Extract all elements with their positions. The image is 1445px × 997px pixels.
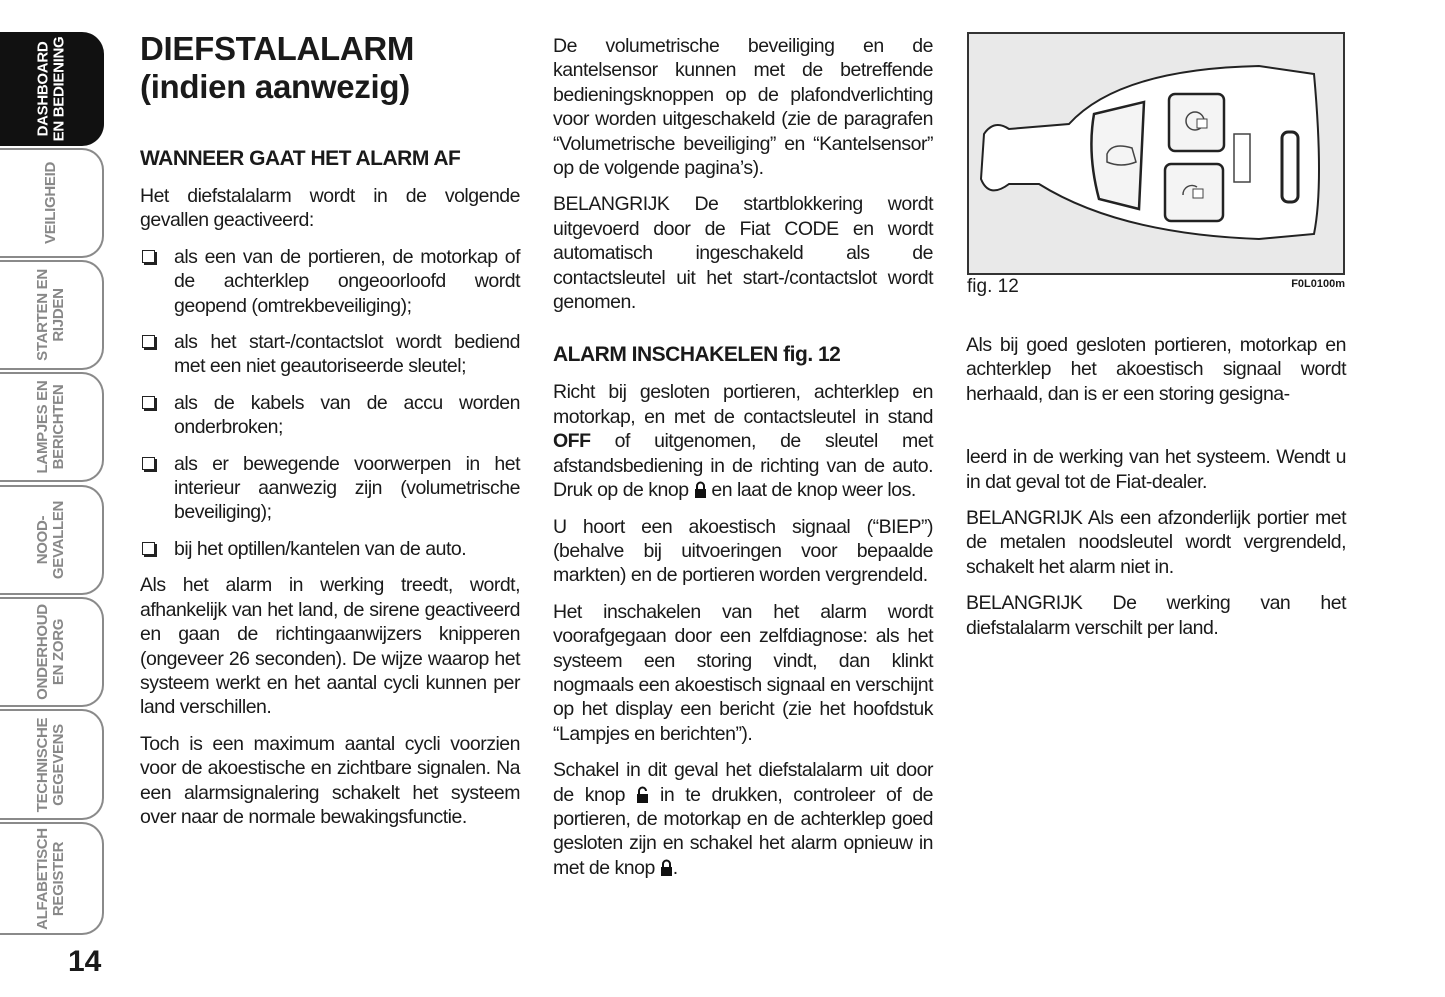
page-title: DIEFSTALALARM (indien aanwezig) bbox=[140, 30, 415, 105]
paragraph: BELANGRIJK De startblokkering wordt uitgevoerd door de Fiat CODE en wordt automatisch ingeschakeld als de contactsleutel uit het start-/contactslot wordt genomen. bbox=[553, 193, 933, 314]
tab-dashboard[interactable]: DASHBOARD EN BEDIENING bbox=[0, 32, 104, 146]
paragraph: Als bij goed gesloten portieren, motorkap en achterklep het akoestisch signaal wordt herhaald, dan is er een storing gesigna- bbox=[966, 334, 1346, 405]
tab-lampjes[interactable]: LAMPJES EN BERICHTEN bbox=[0, 372, 104, 482]
figure-label: fig. 12 bbox=[967, 276, 1019, 297]
tab-noodgevallen[interactable]: NOOD- GEVALLEN bbox=[0, 485, 104, 595]
column-2 bbox=[553, 34, 933, 892]
column-1 bbox=[140, 30, 520, 841]
paragraph: Richt bij gesloten portieren, achterklep en motorkap, en met de contactsleutel in stand OFF of uitgenomen, de sleutel met afstandsbediening in de richting van de auto. Druk op de knop en laat de knop weer los. bbox=[553, 381, 933, 502]
unlock-icon bbox=[636, 786, 649, 803]
paragraph: Schakel in dit geval het diefstalalarm uit door de knop in te drukken, controleer of de portieren, de motorkap en de achterklep goed gesloten zijn en schakel het alarm opnieuw in met de knop . bbox=[553, 759, 934, 879]
tab-register[interactable]: ALFABETISCH REGISTER bbox=[0, 822, 104, 935]
tab-technische[interactable]: TECHNISCHE GEGEVENS bbox=[0, 709, 104, 820]
list-item: als er bewegende voorwerpen in het interieur aanwezig zijn (volumetrische beveiliging); bbox=[140, 452, 520, 525]
lock-icon bbox=[660, 859, 673, 876]
figure-code: F0L0100m bbox=[1291, 278, 1345, 290]
remote-key-illustration bbox=[969, 34, 1343, 273]
column-3 bbox=[966, 333, 1346, 652]
figure-caption bbox=[967, 276, 1345, 298]
page-number: 14 bbox=[68, 945, 102, 978]
section-heading: WANNEER GAAT HET ALARM AF bbox=[140, 147, 461, 170]
bullet-list bbox=[140, 245, 520, 561]
tab-starten[interactable]: STARTEN EN RIJDEN bbox=[0, 260, 104, 370]
paragraph: leerd in de werking van het systeem. Wendt u in dat geval tot de Fiat-dealer. bbox=[966, 446, 1346, 493]
key-fob-figure bbox=[967, 32, 1345, 275]
paragraph: De volumetrische beveiliging en de kantelsensor kunnen met de betreffende bedieningsknoppen op de plafondverlichting voor worden uitgeschakeld (zie de paragrafen “Volumetrische beveiliging” en “Kantelsensor” op de volgende pagina’s). bbox=[553, 35, 933, 180]
tab-onderhoud[interactable]: ONDERHOUD EN ZORG bbox=[0, 597, 104, 707]
list-item: bij het optillen/kantelen van de auto. bbox=[140, 537, 520, 561]
list-item: als de kabels van de accu worden onderbroken; bbox=[140, 391, 520, 440]
lock-icon bbox=[694, 481, 707, 498]
paragraph: Toch is een maximum aantal cycli voorzien voor de akoestische en zichtbare signalen. Na een alarmsignalering schakelt het systeem over naar de normale bewakingsfunctie. bbox=[140, 732, 520, 828]
paragraph: U hoort een akoestisch signaal (“BIEP”) (behalve bij uitvoeringen voor bepaalde markten) en de portieren worden vergrendeld. bbox=[553, 515, 933, 587]
section-heading: ALARM INSCHAKELEN fig. 12 bbox=[553, 343, 841, 367]
paragraph: BELANGRIJK Als een afzonderlijk portier met de metalen noodsleutel wordt vergrendeld, schakelt het alarm niet in. bbox=[966, 507, 1346, 578]
paragraph: BELANGRIJK De werking van het diefstalalarm verschilt per land. bbox=[966, 592, 1346, 639]
list-item: als het start-/contactslot wordt bediend met een niet geautoriseerde sleutel; bbox=[140, 330, 520, 379]
paragraph: Het diefstalalarm wordt in de volgende gevallen geactiveerd: bbox=[140, 185, 520, 232]
tab-veiligheid[interactable]: VEILIGHEID bbox=[0, 148, 104, 258]
list-item: als een van de portieren, de motorkap of de achterklep ongeoorloofd wordt geopend (omtrekbeveiliging); bbox=[140, 245, 520, 318]
paragraph: Als het alarm in werking treedt, wordt, afhankelijk van het land, de sirene geactiveerd en gaan de richtingaanwijzers knipperen (ongeveer 26 seconden). De wijze waarop het systeem werkt en het aantal cycli kunnen per land verschillen. bbox=[140, 574, 520, 719]
paragraph: Het inschakelen van het alarm wordt voorafgegaan door een zelfdiagnose: als het systeem een storing vindt, dan klinkt nogmaals een akoestisch signaal en verschijnt op het display een bericht (zie het hoofdstuk “Lampjes en berichten”). bbox=[553, 600, 933, 745]
